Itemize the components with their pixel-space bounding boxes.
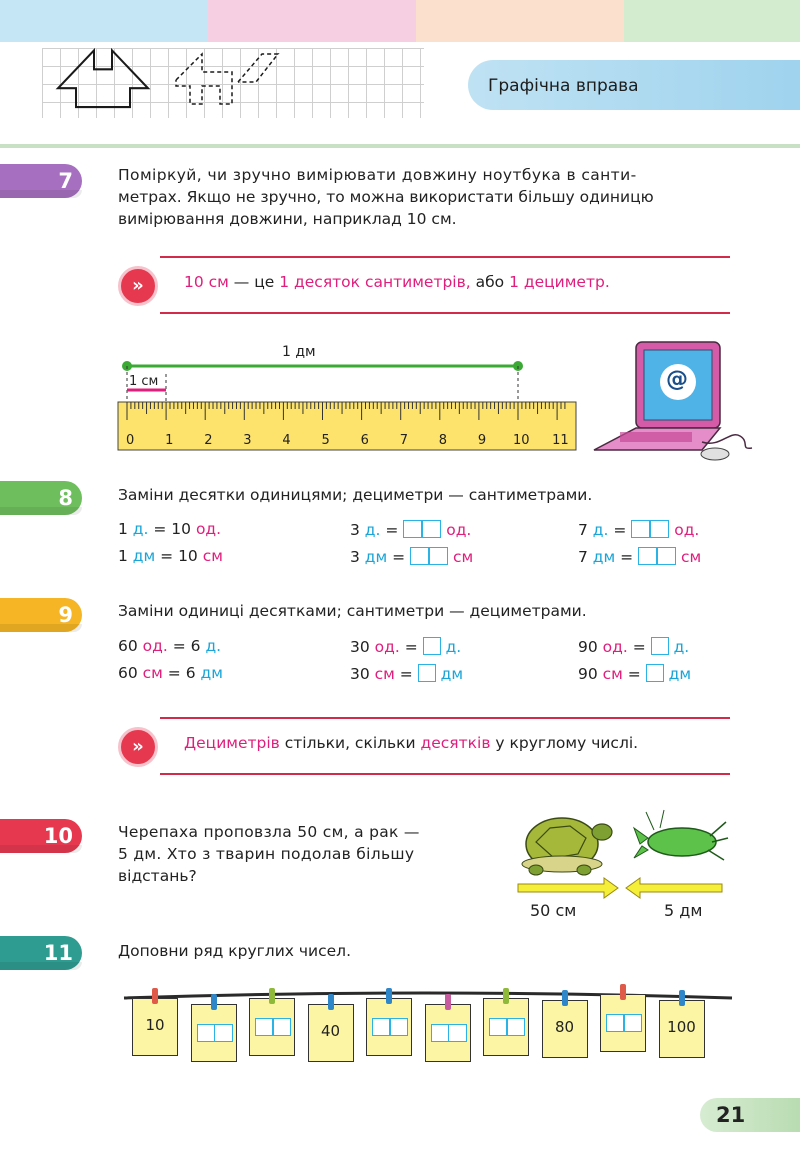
section-title: Графічна вправа	[488, 76, 639, 96]
clothespin-icon	[562, 990, 568, 1006]
equation-equals: =	[394, 665, 418, 683]
number-card	[308, 1004, 354, 1062]
equation-unit-to: од.	[195, 520, 222, 538]
conversion-equation	[350, 547, 473, 566]
rule-text-part: — це	[228, 273, 280, 291]
answer-box[interactable]	[631, 520, 669, 538]
equation-unit-from: д.	[364, 521, 381, 539]
task10-line: Черепаха проповзла 50 см, а рак —	[118, 823, 420, 841]
rule-text-part: 1 десяток сантиметрів,	[279, 273, 471, 291]
equation-unit-from: дм	[132, 547, 156, 565]
double-chevron-icon: »	[118, 266, 158, 306]
answer-box[interactable]	[606, 1014, 642, 1032]
equation-unit-from: см	[142, 664, 163, 682]
task10-text	[118, 821, 498, 887]
equation-unit-to: д.	[205, 637, 222, 655]
ruler-tick-label: 4	[282, 433, 291, 448]
number-card[interactable]	[425, 1004, 471, 1062]
clothespin-icon	[503, 988, 509, 1004]
answer-box[interactable]	[489, 1018, 525, 1036]
conversion-equation	[578, 664, 691, 683]
ruler-tick-label: 11	[552, 433, 569, 448]
number-card	[659, 1000, 705, 1058]
turtle-distance-label: 50 см	[530, 901, 577, 920]
clothespin-icon	[620, 984, 626, 1000]
equation-unit-to: од.	[446, 521, 472, 539]
rule-text-part: 10 см	[184, 273, 229, 291]
task-number-7: 7	[0, 164, 82, 198]
graphic-exercise-figures	[42, 48, 424, 118]
number-card	[132, 998, 178, 1056]
ruler-tick-label: 3	[243, 433, 252, 448]
conversion-equation	[350, 664, 463, 683]
equation-amount: 7	[578, 521, 593, 539]
equation-value: 6	[185, 664, 201, 682]
laptop-illustration	[590, 338, 765, 463]
equation-unit-from: см	[374, 665, 395, 683]
task-number-8: 8	[0, 481, 82, 515]
equation-equals: =	[622, 665, 646, 683]
equation-amount: 30	[350, 665, 375, 683]
page-number-tab	[700, 1098, 800, 1132]
equation-equals: =	[615, 548, 639, 566]
answer-box[interactable]	[255, 1018, 291, 1036]
task7-text	[118, 164, 730, 230]
header-strip-peach	[416, 0, 624, 42]
rule-top-line	[160, 717, 730, 719]
rule-text-part: десятків	[420, 734, 491, 752]
equation-unit-from: д.	[132, 520, 149, 538]
ruler-tick-label: 6	[360, 433, 369, 448]
header-strip-pink	[208, 0, 416, 42]
at-sign-icon: @	[666, 367, 688, 392]
equation-equals: =	[399, 638, 423, 656]
task9-instruction: Заміни одиниці десятками; сантиметри — дециметрами.	[118, 602, 587, 620]
ruler-tick-label: 0	[126, 433, 135, 448]
rule-box-decimeter	[118, 256, 730, 314]
conversion-equation	[578, 547, 701, 566]
ruler-tick-label: 9	[477, 433, 487, 448]
header-divider	[0, 144, 800, 148]
equation-unit-from: од.	[374, 638, 400, 656]
rule-text-part: 1 дециметр.	[509, 273, 610, 291]
equation-value: 6	[190, 637, 206, 655]
equation-unit-from: од.	[142, 637, 168, 655]
rule-bottom-line	[160, 312, 730, 314]
equation-value: 10	[171, 520, 196, 538]
equation-amount: 3	[350, 548, 365, 566]
crayfish-distance-label: 5 дм	[664, 901, 703, 920]
equation-unit-from: од.	[602, 638, 628, 656]
equation-amount: 1	[118, 520, 133, 538]
ruler-dm-label: 1 дм	[282, 344, 316, 360]
rule-text	[184, 734, 638, 752]
clothespin-icon	[679, 990, 685, 1006]
equation-unit-to: см	[453, 548, 474, 566]
ruler-illustration	[110, 340, 585, 455]
ruler-tick-label: 7	[399, 433, 408, 448]
rule-text-part: або	[470, 273, 510, 291]
rule-text-part: Дециметрів	[184, 734, 280, 752]
answer-box[interactable]	[372, 1018, 408, 1036]
equation-amount: 90	[578, 638, 603, 656]
page-number: 21	[716, 1103, 746, 1127]
task8-instruction: Заміни десятки одиницями; дециметри — сантиметрами.	[118, 486, 593, 504]
double-chevron-icon: »	[118, 727, 158, 767]
task11-instruction: Доповни ряд круглих чисел.	[118, 942, 352, 960]
task10-line: відстань?	[118, 867, 197, 885]
equation-amount: 30	[350, 638, 375, 656]
answer-box[interactable]	[418, 664, 436, 682]
answer-box[interactable]	[403, 520, 441, 538]
task-number-11: 11	[0, 936, 82, 970]
conversion-equation	[118, 637, 221, 655]
equation-equals: =	[155, 547, 179, 565]
ruler-tick-label: 1	[165, 433, 174, 448]
number-card-value: 100	[667, 1018, 696, 1036]
rule-text	[184, 273, 610, 291]
answer-box[interactable]	[197, 1024, 233, 1042]
rule-text-part: стільки, скільки	[279, 734, 421, 752]
equation-unit-to: см	[681, 548, 702, 566]
equation-value: 10	[178, 547, 203, 565]
clothespin-icon	[152, 988, 158, 1004]
turtle-crayfish-illustration	[514, 808, 729, 904]
clothespin-icon	[269, 988, 275, 1004]
rule-top-line	[160, 256, 730, 258]
ruler-tick-label: 8	[438, 433, 448, 448]
equation-unit-to: см	[202, 547, 223, 565]
equation-equals: =	[148, 520, 172, 538]
clothespin-icon	[386, 988, 392, 1004]
rule-box-decimeter-tens	[118, 717, 730, 775]
number-card	[542, 1000, 588, 1058]
equation-equals: =	[387, 548, 411, 566]
equation-equals: =	[162, 664, 186, 682]
equation-unit-to: д.	[673, 638, 690, 656]
equation-unit-to: од.	[674, 521, 700, 539]
equation-unit-to: дм	[200, 664, 223, 682]
answer-box[interactable]	[638, 547, 676, 565]
equation-amount: 7	[578, 548, 593, 566]
conversion-equation	[118, 664, 223, 682]
task7-line: метрах. Якщо не зручно, то можна використати більшу одиницю	[118, 188, 654, 206]
answer-box[interactable]	[410, 547, 448, 565]
number-card[interactable]	[600, 994, 646, 1052]
conversion-equation	[578, 520, 699, 539]
equation-amount: 60	[118, 664, 143, 682]
ruler-tick-label: 5	[321, 433, 330, 448]
equation-equals: =	[167, 637, 191, 655]
answer-box[interactable]	[651, 637, 669, 655]
header-strip-blue	[0, 0, 208, 42]
equation-unit-from: дм	[364, 548, 388, 566]
equation-equals: =	[380, 521, 404, 539]
answer-box[interactable]	[431, 1024, 467, 1042]
equation-unit-from: д.	[592, 521, 609, 539]
task7-line: Поміркуй, чи зручно вимірювати довжину ноутбука в санти-	[118, 166, 637, 184]
number-card[interactable]	[191, 1004, 237, 1062]
number-card-value: 10	[145, 1016, 165, 1034]
task-number-10: 10	[0, 819, 82, 853]
conversion-equation	[350, 637, 461, 656]
ruler-tick-label: 2	[204, 433, 213, 448]
conversion-equation	[118, 520, 221, 538]
answer-box[interactable]	[423, 637, 441, 655]
header-strip-green	[624, 0, 800, 42]
number-card[interactable]	[249, 998, 295, 1056]
ruler-cm-label: 1 см	[129, 374, 159, 389]
task10-line: 5 дм. Хто з тварин подолав більшу	[118, 845, 415, 863]
task-number-9: 9	[0, 598, 82, 632]
number-card[interactable]	[483, 998, 529, 1056]
equation-amount: 60	[118, 637, 143, 655]
number-card[interactable]	[366, 998, 412, 1056]
clothespin-icon	[211, 994, 217, 1010]
equation-unit-to: дм	[440, 665, 464, 683]
number-card-value: 80	[554, 1018, 575, 1036]
answer-box[interactable]	[646, 664, 664, 682]
task7-line: вимірювання довжини, наприклад 10 см.	[118, 210, 457, 228]
equation-unit-to: д.	[445, 638, 462, 656]
equation-unit-from: дм	[592, 548, 616, 566]
ruler-tick-label: 10	[513, 433, 530, 448]
number-card-value: 40	[320, 1022, 341, 1040]
equation-amount: 1	[118, 547, 133, 565]
equation-equals: =	[608, 521, 632, 539]
conversion-equation	[350, 520, 471, 539]
rule-text-part: у круглому числі.	[490, 734, 639, 752]
equation-unit-from: см	[602, 665, 623, 683]
clothespin-icon	[328, 994, 334, 1010]
rule-bottom-line	[160, 773, 730, 775]
conversion-equation	[578, 637, 689, 656]
equation-amount: 3	[350, 521, 365, 539]
equation-unit-to: дм	[668, 665, 692, 683]
equation-amount: 90	[578, 665, 603, 683]
conversion-equation	[118, 547, 223, 565]
clothespin-icon	[445, 994, 451, 1010]
equation-equals: =	[627, 638, 651, 656]
